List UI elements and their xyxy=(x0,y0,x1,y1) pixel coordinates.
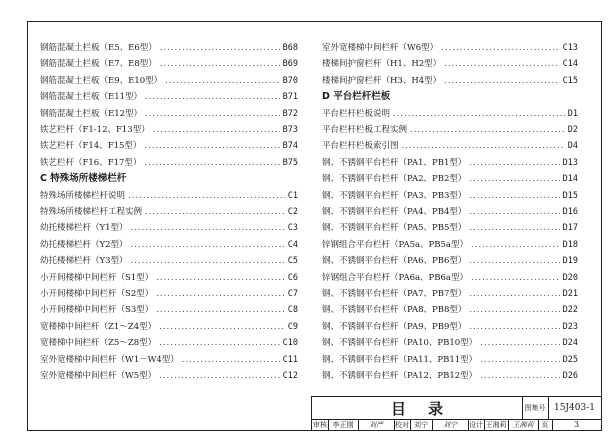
toc-entry-title: 钢筋混凝土栏板（E5、E6型） xyxy=(40,43,157,53)
toc-entry-page: B70 xyxy=(282,75,298,86)
toc-entry xyxy=(40,204,298,220)
toc-entry-page: C2 xyxy=(287,207,298,217)
toc-entry xyxy=(322,40,578,56)
toc-entry xyxy=(40,73,298,89)
toc-entry xyxy=(40,335,298,351)
toc-leader-dots xyxy=(469,319,559,335)
toc-entry-title: 钢、不锈钢平台栏杆（PA12、PB12型） xyxy=(322,371,478,381)
toc-entry-page: D4 xyxy=(567,141,578,152)
toc-entry-title: 钢、不锈钢平台栏杆（PA1、PB1型） xyxy=(322,157,467,168)
toc-leader-dots xyxy=(402,138,565,154)
toc-leader-dots xyxy=(144,138,279,154)
toc-leader-dots xyxy=(393,106,565,122)
toc-leader-dots xyxy=(480,352,559,368)
toc-entry xyxy=(40,270,298,286)
toc-entry-title: 钢、不锈钢平台栏杆（PA9、PB9型） xyxy=(322,321,467,332)
review-name: 李正刚 xyxy=(332,420,354,429)
toc-entry-title: 特殊场所楼梯栏杆说明 xyxy=(40,190,126,201)
toc-entry-title: 幼托楼梯栏杆（Y3型） xyxy=(40,256,128,267)
check-signature: 刘宁 xyxy=(443,420,457,429)
toc-entry xyxy=(40,122,298,138)
toc-leader-dots xyxy=(469,155,559,171)
design-signature: 王湘莉 xyxy=(512,420,534,429)
toc-entry-title: 小开间楼梯中间栏杆（S3型） xyxy=(40,305,154,316)
toc-leader-dots xyxy=(182,352,280,368)
toc-entry-title: 钢、不锈钢平台栏杆（PA2、PB2型） xyxy=(322,174,467,185)
toc-entry-page: D18 xyxy=(562,239,578,250)
toc-leader-dots xyxy=(128,188,285,204)
atlas-number: 15J403-1 xyxy=(548,397,601,420)
toc-entry-page: D14 xyxy=(562,174,578,185)
toc-entry-title: 室外宽楼梯中间栏杆（W1－W4型） xyxy=(40,354,179,365)
toc-entry-page: C10 xyxy=(282,338,298,349)
toc-entry-page: B69 xyxy=(282,59,298,70)
toc-entry xyxy=(40,138,298,154)
toc-leader-dots xyxy=(144,155,279,171)
toc-entry-page: C11 xyxy=(282,354,298,365)
toc-leader-dots xyxy=(145,106,280,122)
toc-entry-page: D15 xyxy=(562,190,578,201)
toc-entry-page: D26 xyxy=(562,371,578,381)
toc-entry-title: 钢筋混凝土栏板（E9、E10型） xyxy=(40,75,163,86)
toc-entry xyxy=(322,138,578,154)
toc-leader-dots xyxy=(145,204,285,220)
toc-leader-dots xyxy=(469,204,559,220)
toc-entry-page: C13 xyxy=(562,43,578,53)
toc-entry-title: 小开间楼梯中间栏杆（S2型） xyxy=(40,289,154,299)
toc-entry xyxy=(322,155,578,171)
toc-entry xyxy=(322,253,578,269)
toc-entry-page: C8 xyxy=(287,305,298,316)
toc-entry-page: D20 xyxy=(562,272,578,283)
toc-leader-dots xyxy=(471,270,560,286)
toc-entry-page: D21 xyxy=(562,289,578,299)
toc-leader-dots xyxy=(441,40,559,56)
toc-leader-dots xyxy=(444,56,559,72)
toc-leader-dots xyxy=(469,188,559,204)
title-block-title xyxy=(312,397,523,420)
toc-leader-dots xyxy=(469,171,559,187)
toc-entry-title: C 特殊场所楼梯栏杆 xyxy=(40,173,127,185)
toc-leader-dots xyxy=(156,286,285,302)
toc-leader-dots xyxy=(159,335,280,351)
toc-leader-dots xyxy=(153,122,280,138)
toc-entry-title: 宽楼梯中间栏杆（Z1～Z4型） xyxy=(40,321,157,332)
check-label: 校对 xyxy=(395,420,409,429)
toc-entry xyxy=(322,335,578,351)
toc-entry-title: 钢、不锈钢平台栏杆（PA7、PB7型） xyxy=(322,289,467,299)
toc-leader-dots xyxy=(480,368,559,384)
toc-entry-page: C9 xyxy=(287,321,298,332)
title-block xyxy=(311,396,602,431)
toc-entry xyxy=(322,220,578,236)
toc-entry-title: 楼梯间护窗栏杆（H3、H4型） xyxy=(322,75,442,86)
toc-entry-title: 钢筋混凝土栏板（E7、E8型） xyxy=(40,59,157,70)
toc-entry xyxy=(322,204,578,220)
toc-entry xyxy=(322,73,578,89)
toc-entry-title: 锌钢组合平台栏杆（PA6a、PB6a型） xyxy=(322,272,468,283)
toc-leader-dots xyxy=(471,237,560,253)
toc-entry-title: 幼托楼梯栏杆（Y2型） xyxy=(40,239,128,250)
toc-entry-page: C15 xyxy=(562,75,578,86)
toc-leader-dots xyxy=(159,368,279,384)
toc-entry xyxy=(40,188,298,204)
toc-entry-title: 铁艺栏杆（F14、F15型） xyxy=(40,141,142,152)
toc-entry xyxy=(322,106,578,122)
toc-leader-dots xyxy=(469,302,559,318)
toc-entry-title: 铁艺栏杆（F16、F17型） xyxy=(40,157,142,168)
toc-entry xyxy=(40,89,298,105)
toc-entry-title: 宽楼梯中间栏杆（Z5～Z8型） xyxy=(40,338,157,349)
toc-entry-page: C14 xyxy=(562,59,578,70)
toc-entry xyxy=(322,302,578,318)
toc-entry-page: D2 xyxy=(567,125,578,135)
toc-entry-title: 锌钢组合平台栏杆（PA5a、PB5a型） xyxy=(322,239,468,250)
toc-entry xyxy=(40,302,298,318)
toc-entry-title: 特殊场所楼梯栏杆工程实例 xyxy=(40,207,143,217)
toc-entry-title: 钢、不锈钢平台栏杆（PA8、PB8型） xyxy=(322,305,467,316)
toc-entry-page: D24 xyxy=(562,338,578,349)
toc-entry-title: 钢、不锈钢平台栏杆（PA11、PB11型） xyxy=(322,354,478,365)
toc-entry xyxy=(322,352,578,368)
toc-entry-title: D 平台栏杆栏板 xyxy=(322,91,391,103)
toc-entry-title: 钢、不锈钢平台栏杆（PA4、PB4型） xyxy=(322,207,467,217)
toc-entry-page: C4 xyxy=(287,239,298,250)
toc-leader-dots xyxy=(131,237,285,253)
toc-entry-page: C6 xyxy=(287,272,298,283)
toc-entry-title: 钢、不锈钢平台栏杆（PA10、PB10型） xyxy=(322,338,478,349)
toc-entry-title: 钢、不锈钢平台栏杆（PA3、PB3型） xyxy=(322,190,467,201)
toc-leader-dots xyxy=(165,73,280,89)
toc-entry-title: 钢筋混凝土栏板（E11型） xyxy=(40,92,143,103)
toc-entry xyxy=(40,106,298,122)
toc-entry-page: C3 xyxy=(287,223,298,234)
page-number: 3 xyxy=(573,420,580,429)
page-label: 页 xyxy=(541,420,549,429)
toc-leader-dots xyxy=(480,335,559,351)
toc-entry xyxy=(40,286,298,302)
toc-entry-title: 室外宽楼梯中间栏杆（W5型） xyxy=(40,371,157,381)
toc-entry-page: D22 xyxy=(562,305,578,316)
toc-entry-title: 平台栏杆栏板工程实例 xyxy=(322,125,408,135)
toc-entry xyxy=(322,286,578,302)
toc-leader-dots xyxy=(469,253,559,269)
toc-entry-page: C7 xyxy=(287,289,298,299)
toc-entry-title: 平台栏杆栏板索引图 xyxy=(322,141,399,152)
toc-entry xyxy=(40,40,298,56)
toc-entry xyxy=(40,56,298,72)
toc-entry-page: B74 xyxy=(282,141,298,152)
toc-leader-dots xyxy=(469,220,559,236)
atlas-number-label: 图集号 xyxy=(522,397,549,420)
toc-entry-page: B71 xyxy=(282,92,298,103)
toc-entry-page: B72 xyxy=(282,108,298,119)
toc-entry xyxy=(322,188,578,204)
toc-section-heading xyxy=(322,89,578,105)
review-label: 审核 xyxy=(313,420,327,429)
toc-leader-dots xyxy=(160,40,280,56)
toc-entry-page: D13 xyxy=(562,157,578,168)
toc-entry-page: D17 xyxy=(562,223,578,234)
toc-entry xyxy=(322,319,578,335)
toc-entry-title: 钢、不锈钢平台栏杆（PA6、PB6型） xyxy=(322,256,467,267)
toc-leader-dots xyxy=(156,270,285,286)
toc-entry xyxy=(322,171,578,187)
check-name: 刘宁 xyxy=(414,420,428,429)
toc-entry-page: C5 xyxy=(287,256,298,267)
toc-entry xyxy=(40,155,298,171)
toc-leader-dots xyxy=(156,302,285,318)
toc-entry xyxy=(40,368,298,384)
toc-entry-title: 小开间楼梯中间栏杆（S1型） xyxy=(40,272,154,283)
toc-leader-dots xyxy=(131,253,285,269)
toc-entry-page: D23 xyxy=(562,321,578,332)
toc-entry-page: C12 xyxy=(282,371,298,381)
toc-entry xyxy=(322,368,578,384)
toc-entry xyxy=(40,253,298,269)
title-block-signatures xyxy=(312,419,601,430)
toc-entry xyxy=(40,220,298,236)
toc-entry xyxy=(322,237,578,253)
toc-entry-page: D19 xyxy=(562,256,578,267)
toc-entry-title: 室外宽楼梯中间栏杆（W6型） xyxy=(322,43,439,53)
toc-leader-dots xyxy=(410,122,565,138)
review-signature: 刘严 xyxy=(369,420,383,429)
toc-entry-title: 钢、不锈钢平台栏杆（PA5、PB5型） xyxy=(322,223,467,234)
drawing-title: 目录 xyxy=(390,399,465,418)
toc-entry-page: B68 xyxy=(282,43,298,53)
design-name: 王湘莉 xyxy=(485,420,507,429)
toc-entry xyxy=(40,352,298,368)
toc-leader-dots xyxy=(469,286,559,302)
toc-leader-dots xyxy=(444,73,559,89)
toc-entry-page: D25 xyxy=(562,354,578,365)
toc-entry xyxy=(40,237,298,253)
toc-leader-dots xyxy=(159,319,285,335)
toc-entry-title: 铁艺栏杆（F1-12、F13型） xyxy=(40,125,150,135)
toc-entry-title: 钢筋混凝土栏板（E12型） xyxy=(40,108,143,119)
toc-entry-page: B73 xyxy=(282,125,298,135)
toc-entry-title: 楼梯间护窗栏杆（H1、H2型） xyxy=(322,59,442,70)
toc-entry xyxy=(322,270,578,286)
toc-entry-title: 平台栏杆栏板说明 xyxy=(322,108,391,119)
toc-entry-page: D16 xyxy=(562,207,578,217)
toc-section-heading xyxy=(40,171,298,187)
toc-leader-dots xyxy=(131,220,285,236)
toc-entry-page: C1 xyxy=(287,190,298,201)
toc-entry-title: 幼托楼梯栏杆（Y1型） xyxy=(40,223,128,234)
toc-entry-page: D1 xyxy=(567,108,578,119)
toc-entry-page: B75 xyxy=(282,157,298,168)
toc-leader-dots xyxy=(145,89,280,105)
toc-entry xyxy=(322,56,578,72)
toc-leader-dots xyxy=(160,56,280,72)
toc-entry xyxy=(40,319,298,335)
design-label: 设计 xyxy=(469,420,483,429)
toc-entry xyxy=(322,122,578,138)
